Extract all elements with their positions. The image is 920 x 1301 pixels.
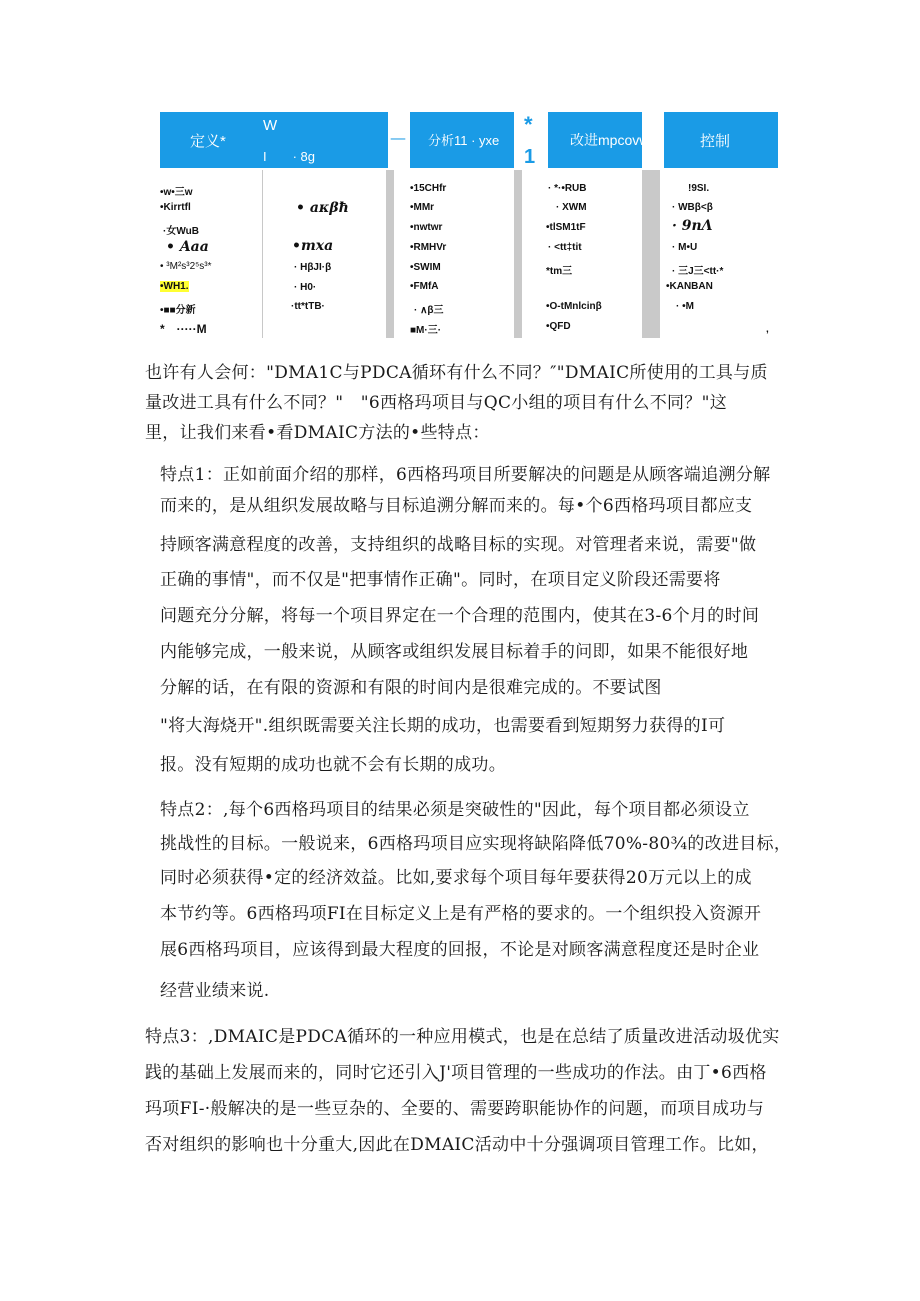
table-cell: •MMr bbox=[410, 202, 435, 213]
header-define-label: 定义* bbox=[190, 133, 226, 150]
gray-band bbox=[642, 170, 660, 338]
text-line: "将大海烧开".组织既需要关注长期的成功，也需要看到短期努力获得的I可 bbox=[160, 716, 726, 736]
table-cell: •nwtwr bbox=[410, 222, 443, 233]
header-star: * bbox=[524, 112, 533, 137]
table-cell: · ∧β三 bbox=[414, 305, 444, 316]
col-divider bbox=[262, 170, 263, 338]
table-cell: ·女WuB bbox=[163, 226, 199, 237]
table-cell: · H0· bbox=[294, 282, 317, 293]
text-line: 分解的话，在有限的资源和有限的时间内是很难完成的。不要试图 bbox=[160, 678, 662, 698]
table-cell: •SWIM bbox=[410, 262, 441, 273]
header-w-top: W bbox=[263, 117, 278, 134]
table-cell: ·tt*tTB· bbox=[291, 301, 325, 312]
table-cell: •15CHfr bbox=[410, 183, 447, 194]
header-improve bbox=[548, 112, 650, 168]
table-cell: •tlSM1tF bbox=[546, 222, 586, 233]
table-cell: •FMfA bbox=[410, 281, 439, 292]
table-cell: •RMHVr bbox=[410, 242, 447, 253]
table-cell: • aκβħ bbox=[296, 200, 349, 216]
table-cell: · *·•RUB bbox=[548, 183, 587, 194]
text-line: 里，让我们来看•看DMAIC方法的•些特点： bbox=[145, 423, 490, 443]
text-line: 内能够完成，一般来说，从顾客或组织发展目标着手的问即，如果不能很好地 bbox=[160, 642, 749, 662]
table-cell: · M•U bbox=[672, 242, 698, 253]
table-cell: •mxa bbox=[292, 238, 334, 254]
header-control-label: 控制 bbox=[700, 133, 731, 150]
table-cell: *tm三 bbox=[546, 266, 573, 277]
text-line: 否对组织的影响也十分重大,因此在DMAIC活动中十分强调项目管理工作。比如， bbox=[145, 1135, 769, 1155]
text-line: 问题充分分解，将每一个项目界定在一个合理的范围内，使其在3-6个月的时间 bbox=[160, 606, 760, 626]
table-cell: •■■分新 bbox=[160, 305, 196, 316]
header-w-bottom: I · 8g bbox=[263, 149, 316, 164]
table-cell: •w•三w bbox=[160, 187, 193, 198]
table-cell: !9SI. bbox=[688, 183, 710, 194]
header-improve-label: 改进mpcovw bbox=[570, 132, 650, 148]
text-line: 经营业绩来说. bbox=[160, 981, 270, 1001]
text-line: 特点3：,DMAIC是PDCA循环的一种应用模式，也是在总结了质量改进活动圾优实 bbox=[145, 1027, 780, 1047]
header-analyze-label: 分析11 · yxe bbox=[428, 133, 500, 148]
table-cell: •KANBAN bbox=[666, 281, 713, 292]
table-cell: •QFD bbox=[546, 321, 571, 332]
text-line: 挑战性的目标。一般说来，6西格玛项目应实现将缺陷降低70%-80¾的改进目标， bbox=[160, 834, 792, 854]
table-cell: · WBβ<β bbox=[672, 202, 713, 213]
table-cell: · •M bbox=[676, 301, 694, 312]
table-cell: · 三J三<tt·* bbox=[672, 266, 724, 277]
header-analyze bbox=[410, 112, 514, 168]
text-line: 特点2：,每个6西格玛项目的结果必须是突破性的"因此，每个项目都必须设立 bbox=[160, 800, 750, 820]
text-line: 持顾客满意程度的改善，支持组织的战略目标的实现。对管理者来说，需要"做 bbox=[160, 535, 757, 555]
table-cell: · <tt‡tit bbox=[548, 242, 582, 253]
table-cell bbox=[160, 281, 189, 292]
table-cell: • Aaa bbox=[166, 239, 209, 255]
text-line: 践的基础上发展而来的，同时它还引入J'项目管理的一些成功的作法。由丁•6西格 bbox=[145, 1063, 767, 1083]
text-line: 也许有人会何："DMA1C与PDCA循环有什么不同？″"DMAIC所使用的工具与质 bbox=[145, 363, 768, 383]
table-cell: · HβJI·β bbox=[294, 262, 332, 273]
table-cell: * ·····M bbox=[160, 322, 207, 336]
text-line: 量改进工具有什么不同？" "6西格玛项目与QC小组的项目有什么不同？"这 bbox=[145, 393, 728, 413]
text-line: 正确的事情"，而不仅是"把事情作正确"。同时，在项目定义阶段还需要将 bbox=[160, 570, 721, 590]
table-cell: · 9nΛ bbox=[672, 218, 713, 234]
table-cell-text: •WH1. bbox=[160, 281, 189, 292]
text-line: 展6西格玛项目，应该得到最大程度的回报，不论是对顾客满意程度还是时企业 bbox=[160, 940, 760, 960]
header-one: 1 bbox=[524, 146, 536, 168]
table-cell: •O-tMnlcinβ bbox=[546, 301, 602, 312]
header-dash: — bbox=[390, 128, 406, 147]
text-line: 报。没有短期的成功也就不会有长期的成功。 bbox=[160, 755, 506, 775]
table-cell: ■M·三· bbox=[410, 325, 442, 336]
text-line: 特点1：正如前面介绍的那样，6西格玛项目所要解决的问题是从顾客端追溯分解 bbox=[160, 465, 771, 485]
header-define bbox=[160, 112, 388, 168]
text-line: 玛项FI-·般解决的是一些豆杂的、全要的、需要跨职能协作的问题，而项目成功与 bbox=[145, 1099, 765, 1119]
text-line: 同时必须获得•定的经济效益。比如,要求每个项目每年要获得20万元以上的成 bbox=[160, 868, 752, 888]
text-line: 本节约等。6西格玛项FI在目标定义上是有严格的要求的。一个组织投入资源开 bbox=[160, 904, 762, 924]
table-cell: •Kirrtfl bbox=[160, 202, 191, 213]
gray-band bbox=[386, 170, 394, 338]
header-control bbox=[664, 112, 778, 168]
table-cell: · XWM bbox=[556, 202, 587, 213]
text-line: 而来的，是从组织发展故略与目标追溯分解而来的。每•个6西格玛项目都应支 bbox=[160, 496, 753, 516]
gray-band bbox=[514, 170, 522, 338]
table-cell: , bbox=[766, 324, 769, 335]
table-cell: • ³M²s³2⁵s³* bbox=[160, 261, 212, 272]
